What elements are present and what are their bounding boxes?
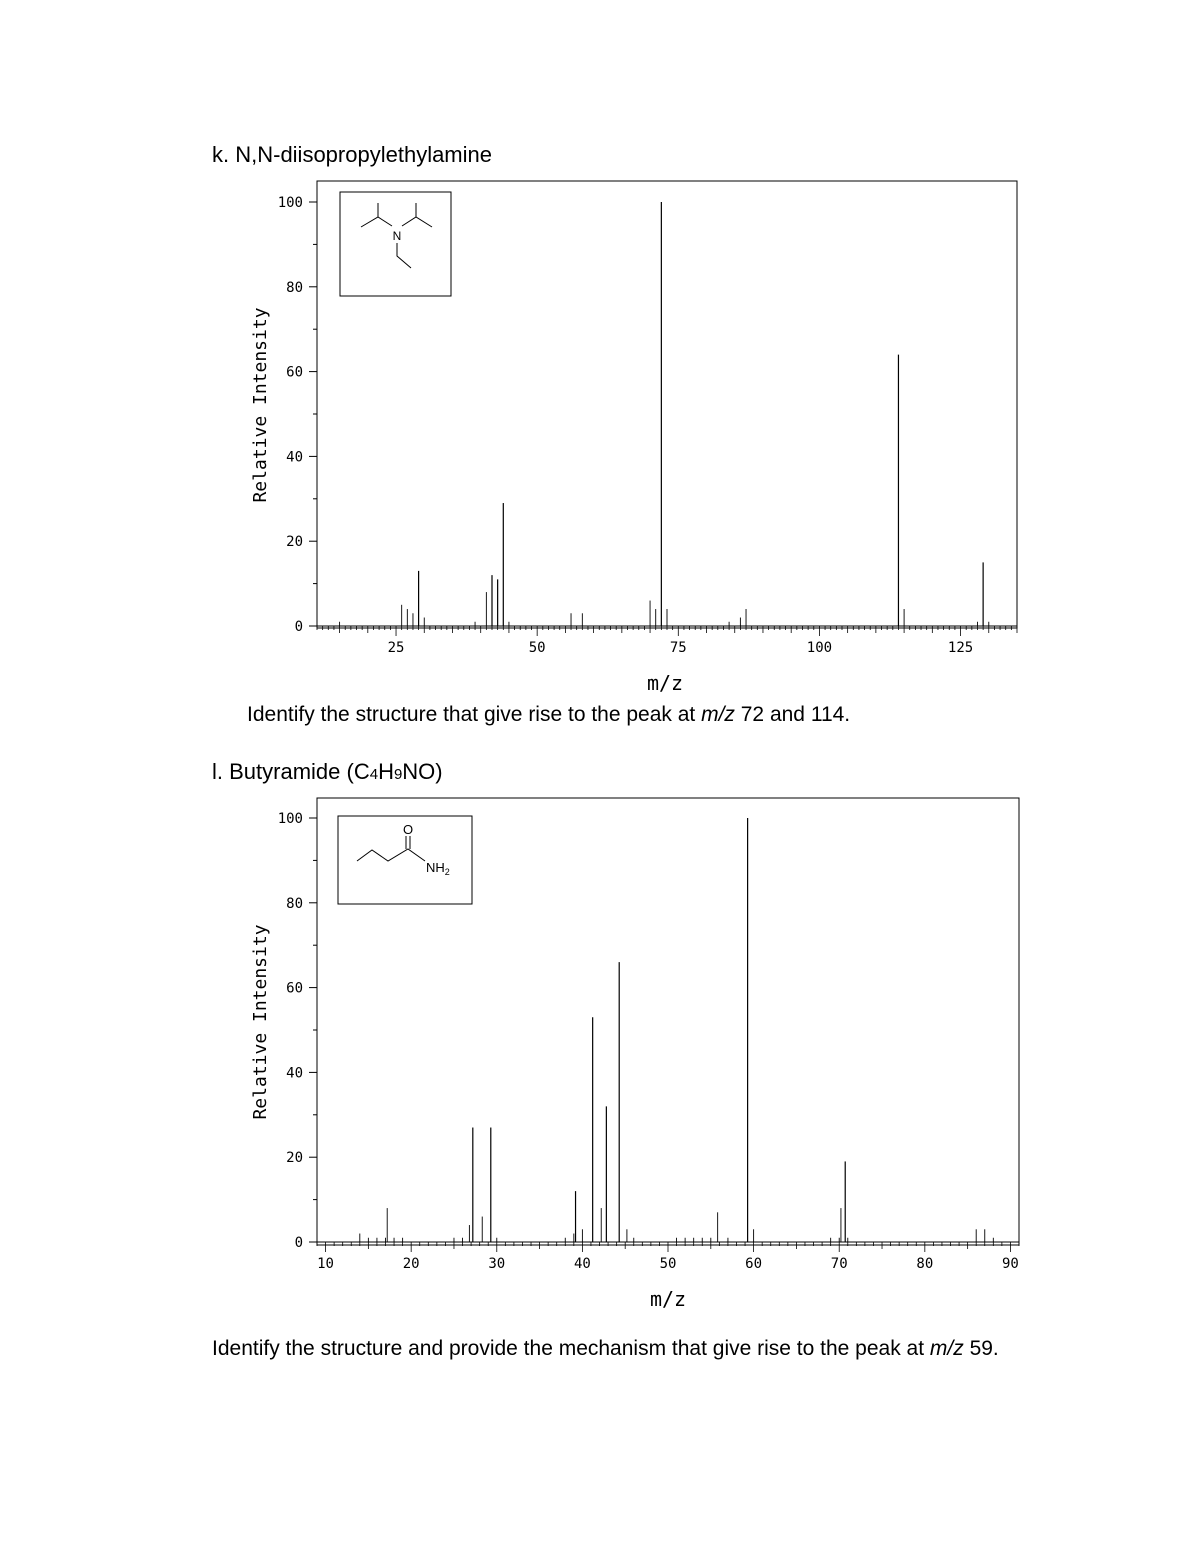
y-tick-label: 20 — [286, 1150, 303, 1167]
x-tick-label: 60 — [745, 1256, 763, 1272]
x-tick-label: 50 — [659, 1256, 677, 1272]
y-tick-label: 40 — [286, 1065, 303, 1082]
heading-l-text: l. Butyramide (C — [212, 759, 370, 784]
y-tick-label: 0 — [294, 619, 303, 635]
y-tick-label: 100 — [277, 811, 303, 827]
spectrum-chart-l — [0, 620, 1200, 1350]
oxygen-label: O — [402, 822, 414, 837]
x-tick-label: 25 — [387, 640, 405, 656]
x-tick-label: 10 — [317, 1256, 334, 1272]
y-axis-ticks — [278, 195, 317, 635]
x-tick-label: 90 — [1002, 1256, 1019, 1272]
y-tick-label: 40 — [286, 449, 303, 466]
y-tick-label: 0 — [294, 1235, 303, 1251]
section-k-heading: k. N,N-diisopropylethylamine — [212, 142, 492, 167]
x-tick-label: 125 — [947, 640, 974, 656]
amine-label: $NH_2$ — [426, 860, 450, 877]
x-axis-label: m/z — [649, 1287, 687, 1311]
y-tick-label: 80 — [286, 279, 303, 296]
nitrogen-label: N — [392, 229, 402, 243]
x-tick-label: 100 — [806, 640, 833, 656]
y-axis-label: Relative Intensity — [250, 924, 271, 1120]
question-k-values: 72 and 114. — [734, 703, 851, 726]
question-l-text: Identify the structure and provide the mechanism that give rise to the peak at — [212, 1337, 930, 1360]
question-k-mz: m/z — [701, 703, 735, 726]
question-l-values: 59. — [963, 1337, 999, 1360]
x-tick-label: 80 — [916, 1256, 934, 1272]
x-tick-label: 50 — [528, 640, 546, 656]
x-axis-label: m/z — [646, 671, 684, 695]
heading-l-h: H — [378, 759, 394, 784]
x-tick-label: 20 — [402, 1256, 420, 1272]
heading-l-sub2: 9 — [393, 766, 403, 783]
heading-l-sub1: 4 — [369, 766, 379, 783]
section-l-question — [212, 1333, 1092, 1364]
question-l-mz: m/z — [929, 1337, 964, 1360]
x-tick-label: 75 — [669, 640, 687, 656]
x-axis-ticks — [317, 1242, 1019, 1272]
structure-inset — [340, 192, 451, 296]
y-axis-label: Relative Intensity — [250, 307, 271, 503]
structure-inset — [338, 816, 472, 904]
y-tick-label: 100 — [277, 195, 303, 211]
question-k-text: Identify the structure that give rise to the peak at — [247, 703, 702, 726]
y-tick-label: 80 — [286, 895, 303, 912]
y-tick-label: 60 — [286, 980, 303, 997]
heading-l-rest: NO) — [402, 759, 443, 784]
y-tick-label: 20 — [286, 534, 303, 551]
y-axis-ticks — [278, 811, 317, 1251]
x-tick-label: 30 — [488, 1256, 506, 1272]
x-tick-label: 70 — [830, 1256, 848, 1272]
x-tick-label: 40 — [573, 1256, 591, 1272]
y-tick-label: 60 — [286, 364, 303, 381]
